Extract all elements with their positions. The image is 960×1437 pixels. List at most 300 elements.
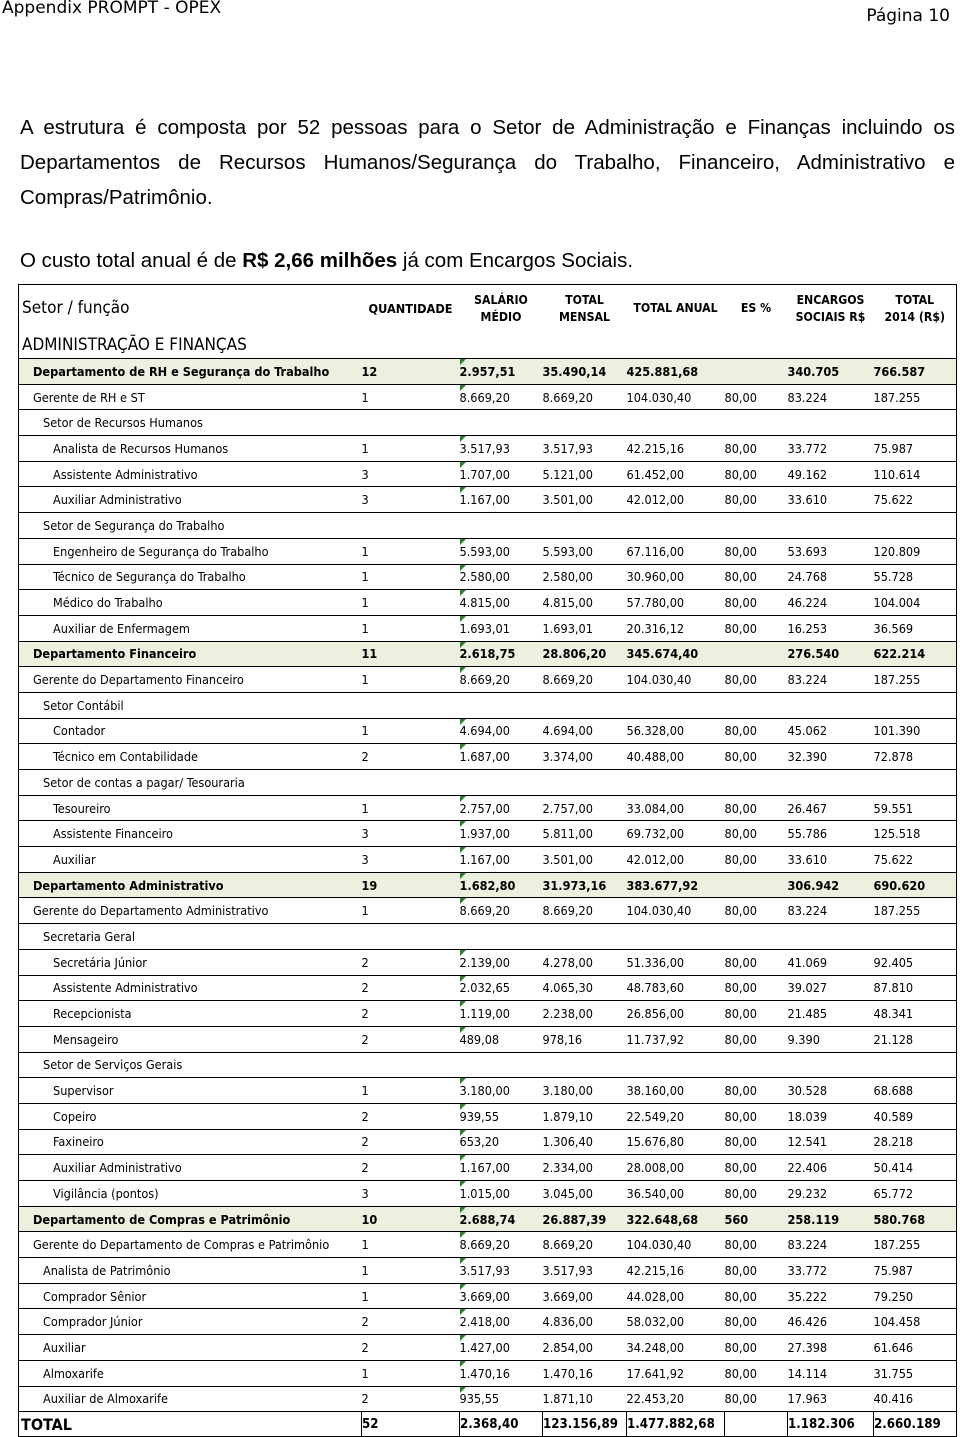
cell-encargos: 39.027 [788, 975, 874, 1001]
cell-quantidade: 1 [362, 718, 460, 744]
cell-es: 80,00 [725, 615, 788, 641]
cell-es: 560 [725, 1206, 788, 1232]
cell-total-mensal: 3.501,00 [543, 487, 627, 513]
header-encargos [788, 285, 874, 333]
cell-salario: 1.682,80 [460, 872, 543, 898]
cell-total-2014: 125.518 [874, 821, 957, 847]
cell-es: 80,00 [725, 461, 788, 487]
cell-quantidade: 3 [362, 461, 460, 487]
cell-total-anual: 42.012,00 [627, 847, 725, 873]
cell-total-anual: 38.160,00 [627, 1078, 725, 1104]
table-row [19, 718, 957, 744]
cell-total-mensal: 2.854,00 [543, 1335, 627, 1361]
cell-name: Mensageiro [19, 1026, 362, 1052]
cell-total-anual: 69.732,00 [627, 821, 725, 847]
cell-encargos: 46.426 [788, 1309, 874, 1335]
table-row [19, 821, 957, 847]
cell-encargos: 33.610 [788, 487, 874, 513]
cell-name: Setor de Recursos Humanos [19, 410, 362, 436]
cell-total-anual: 15.676,80 [627, 1129, 725, 1155]
cell-salario: 3.180,00 [460, 1078, 543, 1104]
cell-es: 80,00 [725, 487, 788, 513]
table-row [19, 1155, 957, 1181]
cell-salario: 3.517,93 [460, 436, 543, 462]
cell-es: 80,00 [725, 1129, 788, 1155]
cell-name: Auxiliar [19, 847, 362, 873]
cell-total-anual: 33.084,00 [627, 795, 725, 821]
cell-encargos: 18.039 [788, 1103, 874, 1129]
cell-encargos: 9.390 [788, 1026, 874, 1052]
header-quantidade: QUANTIDADE [362, 285, 460, 333]
section-title: ADMINISTRAÇÃO E FINANÇAS [19, 332, 874, 359]
cell-encargos: 33.610 [788, 847, 874, 873]
cell-es: 80,00 [725, 1309, 788, 1335]
cell-total-mensal: 5.593,00 [543, 538, 627, 564]
cell-total-mensal: 1.879,10 [543, 1103, 627, 1129]
cell-encargos: 32.390 [788, 744, 874, 770]
cell-name: Departamento Financeiro [19, 641, 362, 667]
total-encargos: 1.182.306 [788, 1412, 874, 1437]
cell-es: 80,00 [725, 1360, 788, 1386]
header-es: ES % [725, 285, 788, 333]
cell-total-anual: 44.028,00 [627, 1283, 725, 1309]
cell-salario: 2.139,00 [460, 949, 543, 975]
cell-name: Vigilância (pontos) [19, 1181, 362, 1207]
cell-encargos: 83.224 [788, 1232, 874, 1258]
header-total-mensal-line1: TOTAL [565, 292, 604, 307]
subsection-row [19, 924, 957, 950]
cell-encargos: 53.693 [788, 538, 874, 564]
cell-salario: 1.167,00 [460, 1155, 543, 1181]
cell-empty [362, 924, 957, 950]
table-row [19, 1335, 957, 1361]
cell-salario: 1.937,00 [460, 821, 543, 847]
cost-amount: R$ 2,66 milhões [242, 249, 398, 272]
table-row [19, 1181, 957, 1207]
cell-quantidade: 3 [362, 821, 460, 847]
table-row [19, 744, 957, 770]
cell-name: Comprador Sênior [19, 1283, 362, 1309]
cell-name: Médico do Trabalho [19, 590, 362, 616]
cell-total-2014: 31.755 [874, 1360, 957, 1386]
cell-encargos: 83.224 [788, 667, 874, 693]
table-row [19, 1026, 957, 1052]
cost-table [18, 284, 957, 1437]
cell-quantidade: 1 [362, 898, 460, 924]
cost-paragraph [20, 243, 955, 278]
cell-total-2014: 28.218 [874, 1129, 957, 1155]
cell-total-anual: 42.215,16 [627, 1258, 725, 1284]
cell-quantidade: 1 [362, 667, 460, 693]
cell-salario: 1.015,00 [460, 1181, 543, 1207]
cell-total-mensal: 8.669,20 [543, 667, 627, 693]
cell-name: Assistente Administrativo [19, 461, 362, 487]
cell-total-anual: 57.780,00 [627, 590, 725, 616]
cell-total-mensal: 26.887,39 [543, 1206, 627, 1232]
cell-total-2014: 580.768 [874, 1206, 957, 1232]
cell-name: Setor de Serviços Gerais [19, 1052, 362, 1078]
cell-total-2014: 21.128 [874, 1026, 957, 1052]
cell-total-2014: 187.255 [874, 667, 957, 693]
cell-name: Gerente do Departamento Administrativo [19, 898, 362, 924]
cell-quantidade: 2 [362, 1386, 460, 1412]
intro-paragraph: A estrutura é composta por 52 pessoas para o Setor de Administração e Finanças incluindo os Departamentos de Recursos Humanos/Segurança do Trabalho, Financeiro, Administrativo e Compras/Patrimônio. [20, 116, 955, 209]
cell-total-2014: 120.809 [874, 538, 957, 564]
table-row [19, 538, 957, 564]
cell-es: 80,00 [725, 744, 788, 770]
cell-encargos: 22.406 [788, 1155, 874, 1181]
cell-total-anual: 11.737,92 [627, 1026, 725, 1052]
cell-empty [362, 1052, 957, 1078]
table-row [19, 1129, 957, 1155]
cell-name: Auxiliar Administrativo [19, 487, 362, 513]
cell-empty [362, 770, 957, 796]
cell-total-2014: 187.255 [874, 384, 957, 410]
cell-total-mensal: 28.806,20 [543, 641, 627, 667]
cell-quantidade: 2 [362, 1309, 460, 1335]
cell-es: 80,00 [725, 795, 788, 821]
table-row [19, 1232, 957, 1258]
cell-es: 80,00 [725, 821, 788, 847]
header-salario-line2: MÉDIO [480, 309, 522, 324]
cell-name: Técnico de Segurança do Trabalho [19, 564, 362, 590]
cell-total-anual: 61.452,00 [627, 461, 725, 487]
table-row [19, 1309, 957, 1335]
cell-quantidade: 2 [362, 1001, 460, 1027]
cell-salario: 8.669,20 [460, 667, 543, 693]
cell-total-mensal: 1.871,10 [543, 1386, 627, 1412]
cell-name: Setor de Segurança do Trabalho [19, 513, 362, 539]
cell-quantidade: 1 [362, 436, 460, 462]
cell-salario: 2.580,00 [460, 564, 543, 590]
cell-name: Gerente do Departamento de Compras e Patrimônio [19, 1232, 362, 1258]
cell-quantidade: 19 [362, 872, 460, 898]
cell-quantidade: 2 [362, 744, 460, 770]
department-row [19, 872, 957, 898]
cell-name: Departamento de Compras e Patrimônio [19, 1206, 362, 1232]
cell-salario: 1.693,01 [460, 615, 543, 641]
cell-salario: 1.427,00 [460, 1335, 543, 1361]
cell-empty [362, 692, 957, 718]
page-header-title: Appendix PROMPT - OPEX [2, 0, 222, 18]
subsection-row [19, 410, 957, 436]
cell-name: Secretária Júnior [19, 949, 362, 975]
table-row [19, 847, 957, 873]
header-setor: Setor / função [19, 285, 362, 333]
cell-quantidade: 1 [362, 564, 460, 590]
cell-total-anual: 104.030,40 [627, 667, 725, 693]
subsection-row [19, 1052, 957, 1078]
cell-quantidade: 10 [362, 1206, 460, 1232]
cell-encargos: 33.772 [788, 436, 874, 462]
cell-total-anual: 42.215,16 [627, 436, 725, 462]
cell-encargos: 17.963 [788, 1386, 874, 1412]
cell-encargos: 27.398 [788, 1335, 874, 1361]
cell-es: 80,00 [725, 1181, 788, 1207]
cell-es [725, 641, 788, 667]
cell-es: 80,00 [725, 898, 788, 924]
cell-name: Setor Contábil [19, 692, 362, 718]
table-row [19, 436, 957, 462]
table-row [19, 487, 957, 513]
cell-quantidade: 1 [362, 538, 460, 564]
cell-total-mensal: 1.693,01 [543, 615, 627, 641]
cell-encargos: 21.485 [788, 1001, 874, 1027]
cell-total-2014: 61.646 [874, 1335, 957, 1361]
subsection-row [19, 513, 957, 539]
cell-total-2014: 50.414 [874, 1155, 957, 1181]
cell-total-mensal: 8.669,20 [543, 898, 627, 924]
cell-total-anual: 22.549,20 [627, 1103, 725, 1129]
cell-name: Técnico em Contabilidade [19, 744, 362, 770]
cell-total-2014: 48.341 [874, 1001, 957, 1027]
cell-encargos: 41.069 [788, 949, 874, 975]
cell-salario: 8.669,20 [460, 898, 543, 924]
cell-name: Faxineiro [19, 1129, 362, 1155]
cell-name: Auxiliar [19, 1335, 362, 1361]
cell-quantidade: 1 [362, 1078, 460, 1104]
cell-salario: 2.757,00 [460, 795, 543, 821]
cell-total-mensal: 5.811,00 [543, 821, 627, 847]
cell-total-anual: 322.648,68 [627, 1206, 725, 1232]
cell-es: 80,00 [725, 949, 788, 975]
cell-total-anual: 42.012,00 [627, 487, 725, 513]
cell-es: 80,00 [725, 847, 788, 873]
cell-total-2014: 75.987 [874, 1258, 957, 1284]
cell-quantidade: 2 [362, 975, 460, 1001]
cost-suffix: já com Encargos Sociais. [397, 249, 634, 272]
cell-total-2014: 622.214 [874, 641, 957, 667]
cell-total-mensal: 3.669,00 [543, 1283, 627, 1309]
cell-encargos: 24.768 [788, 564, 874, 590]
cell-salario: 935,55 [460, 1386, 543, 1412]
table-row [19, 564, 957, 590]
cell-quantidade: 1 [362, 1232, 460, 1258]
cell-salario: 1.707,00 [460, 461, 543, 487]
cell-salario: 4.694,00 [460, 718, 543, 744]
cell-total-anual: 30.960,00 [627, 564, 725, 590]
cell-total-mensal: 3.517,93 [543, 436, 627, 462]
total-salario: 2.368,40 [460, 1412, 543, 1437]
cell-es: 80,00 [725, 1026, 788, 1052]
cell-encargos: 35.222 [788, 1283, 874, 1309]
cell-salario: 2.418,00 [460, 1309, 543, 1335]
cell-total-anual: 56.328,00 [627, 718, 725, 744]
cell-total-mensal: 8.669,20 [543, 384, 627, 410]
cell-encargos: 12.541 [788, 1129, 874, 1155]
cell-total-mensal: 2.334,00 [543, 1155, 627, 1181]
table-row [19, 384, 957, 410]
cell-total-mensal: 3.374,00 [543, 744, 627, 770]
cell-total-mensal: 4.836,00 [543, 1309, 627, 1335]
cell-total-anual: 20.316,12 [627, 615, 725, 641]
cell-encargos: 16.253 [788, 615, 874, 641]
cell-salario: 1.470,16 [460, 1360, 543, 1386]
cell-es: 80,00 [725, 1232, 788, 1258]
cell-salario: 5.593,00 [460, 538, 543, 564]
table-row [19, 461, 957, 487]
table-row [19, 590, 957, 616]
cell-es: 80,00 [725, 1001, 788, 1027]
cell-total-anual: 425.881,68 [627, 359, 725, 385]
cell-name: Secretaria Geral [19, 924, 362, 950]
cell-salario: 3.669,00 [460, 1283, 543, 1309]
cell-total-2014: 87.810 [874, 975, 957, 1001]
table-row [19, 898, 957, 924]
cell-quantidade: 1 [362, 795, 460, 821]
cell-total-anual: 40.488,00 [627, 744, 725, 770]
cell-quantidade: 3 [362, 1181, 460, 1207]
total-total-2014: 2.660.189 [874, 1412, 957, 1437]
cell-quantidade: 12 [362, 359, 460, 385]
department-row [19, 359, 957, 385]
total-label: TOTAL [19, 1412, 362, 1437]
cell-salario: 1.119,00 [460, 1001, 543, 1027]
table-row [19, 1360, 957, 1386]
cell-total-2014: 101.390 [874, 718, 957, 744]
cell-total-mensal: 31.973,16 [543, 872, 627, 898]
header-total-2014-line1: TOTAL [895, 292, 935, 307]
cell-total-2014: 68.688 [874, 1078, 957, 1104]
cell-es: 80,00 [725, 1386, 788, 1412]
cell-name: Gerente do Departamento Financeiro [19, 667, 362, 693]
header-salario-line1: SALÁRIO [474, 292, 528, 307]
cell-total-2014: 79.250 [874, 1283, 957, 1309]
cell-name: Analista de Recursos Humanos [19, 436, 362, 462]
cell-total-mensal: 35.490,14 [543, 359, 627, 385]
cell-quantidade: 1 [362, 615, 460, 641]
cell-total-2014: 92.405 [874, 949, 957, 975]
cell-salario: 3.517,93 [460, 1258, 543, 1284]
cell-es: 80,00 [725, 1155, 788, 1181]
cell-es: 80,00 [725, 1335, 788, 1361]
cell-encargos: 83.224 [788, 384, 874, 410]
total-quantidade: 52 [362, 1412, 460, 1437]
cell-total-mensal: 2.757,00 [543, 795, 627, 821]
table-header-row [19, 285, 957, 333]
header-total-anual: TOTAL ANUAL [627, 285, 725, 333]
cell-name: Copeiro [19, 1103, 362, 1129]
cell-es: 80,00 [725, 564, 788, 590]
cell-salario: 8.669,20 [460, 1232, 543, 1258]
cell-es: 80,00 [725, 538, 788, 564]
cell-es: 80,00 [725, 1258, 788, 1284]
cell-total-2014: 690.620 [874, 872, 957, 898]
cell-salario: 4.815,00 [460, 590, 543, 616]
cell-es: 80,00 [725, 1283, 788, 1309]
cell-total-2014: 40.589 [874, 1103, 957, 1129]
cell-total-mensal: 2.238,00 [543, 1001, 627, 1027]
cell-quantidade: 2 [362, 1103, 460, 1129]
cell-name: Supervisor [19, 1078, 362, 1104]
table-row [19, 1386, 957, 1412]
cell-es: 80,00 [725, 1078, 788, 1104]
cell-total-2014: 187.255 [874, 1232, 957, 1258]
header-encargos-line2: SOCIAIS R$ [795, 309, 866, 324]
cell-total-anual: 67.116,00 [627, 538, 725, 564]
cell-encargos: 33.772 [788, 1258, 874, 1284]
cost-prefix: O custo total anual é de [20, 249, 243, 272]
cell-es: 80,00 [725, 667, 788, 693]
cell-total-2014: 75.987 [874, 436, 957, 462]
cell-total-mensal: 2.580,00 [543, 564, 627, 590]
department-row [19, 1206, 957, 1232]
table-row [19, 667, 957, 693]
cell-total-anual: 383.677,92 [627, 872, 725, 898]
total-es [725, 1412, 788, 1437]
cell-total-2014: 187.255 [874, 898, 957, 924]
cell-salario: 2.688,74 [460, 1206, 543, 1232]
cell-es: 80,00 [725, 384, 788, 410]
cell-total-mensal: 4.065,30 [543, 975, 627, 1001]
cell-quantidade: 2 [362, 1335, 460, 1361]
cell-name: Departamento de RH e Segurança do Trabalho [19, 359, 362, 385]
cell-encargos: 46.224 [788, 590, 874, 616]
cell-total-anual: 104.030,40 [627, 1232, 725, 1258]
cell-es: 80,00 [725, 436, 788, 462]
cell-encargos: 55.786 [788, 821, 874, 847]
table-row [19, 1078, 957, 1104]
cell-salario: 939,55 [460, 1103, 543, 1129]
cell-name: Gerente de RH e ST [19, 384, 362, 410]
cell-quantidade: 2 [362, 1155, 460, 1181]
cell-name: Auxiliar Administrativo [19, 1155, 362, 1181]
cell-total-anual: 104.030,40 [627, 898, 725, 924]
total-row [19, 1412, 957, 1437]
cell-total-anual: 345.674,40 [627, 641, 725, 667]
cell-total-2014: 65.772 [874, 1181, 957, 1207]
department-row [19, 641, 957, 667]
header-total-2014-line2: 2014 (R$) [884, 309, 945, 324]
cell-encargos: 306.942 [788, 872, 874, 898]
cell-total-2014: 766.587 [874, 359, 957, 385]
cell-name: Tesoureiro [19, 795, 362, 821]
cell-name: Analista de Patrimônio [19, 1258, 362, 1284]
cell-total-mensal: 5.121,00 [543, 461, 627, 487]
cell-total-anual: 104.030,40 [627, 384, 725, 410]
cell-quantidade: 2 [362, 949, 460, 975]
section-empty [874, 332, 957, 359]
cell-name: Auxiliar de Enfermagem [19, 615, 362, 641]
page-number: Página 10 [866, 6, 950, 26]
cell-total-anual: 51.336,00 [627, 949, 725, 975]
total-total-anual: 1.477.882,68 [627, 1412, 725, 1437]
cell-total-mensal: 1.470,16 [543, 1360, 627, 1386]
cell-encargos: 340.705 [788, 359, 874, 385]
cell-quantidade: 2 [362, 1026, 460, 1052]
cell-salario: 8.669,20 [460, 384, 543, 410]
cell-quantidade: 1 [362, 1258, 460, 1284]
cell-encargos: 30.528 [788, 1078, 874, 1104]
table-row [19, 615, 957, 641]
cell-encargos: 29.232 [788, 1181, 874, 1207]
cell-quantidade: 11 [362, 641, 460, 667]
cell-salario: 1.167,00 [460, 487, 543, 513]
header-total-2014 [874, 285, 957, 333]
table-row [19, 1001, 957, 1027]
cell-salario: 489,08 [460, 1026, 543, 1052]
header-salario [460, 285, 543, 333]
subsection-row [19, 770, 957, 796]
cell-salario: 2.032,65 [460, 975, 543, 1001]
table-row [19, 975, 957, 1001]
cell-total-anual: 28.008,00 [627, 1155, 725, 1181]
cell-name: Setor de contas a pagar/ Tesouraria [19, 770, 362, 796]
cell-empty [362, 410, 957, 436]
total-total-mensal: 123.156,89 [543, 1412, 627, 1437]
cell-name: Comprador Júnior [19, 1309, 362, 1335]
cell-es: 80,00 [725, 718, 788, 744]
